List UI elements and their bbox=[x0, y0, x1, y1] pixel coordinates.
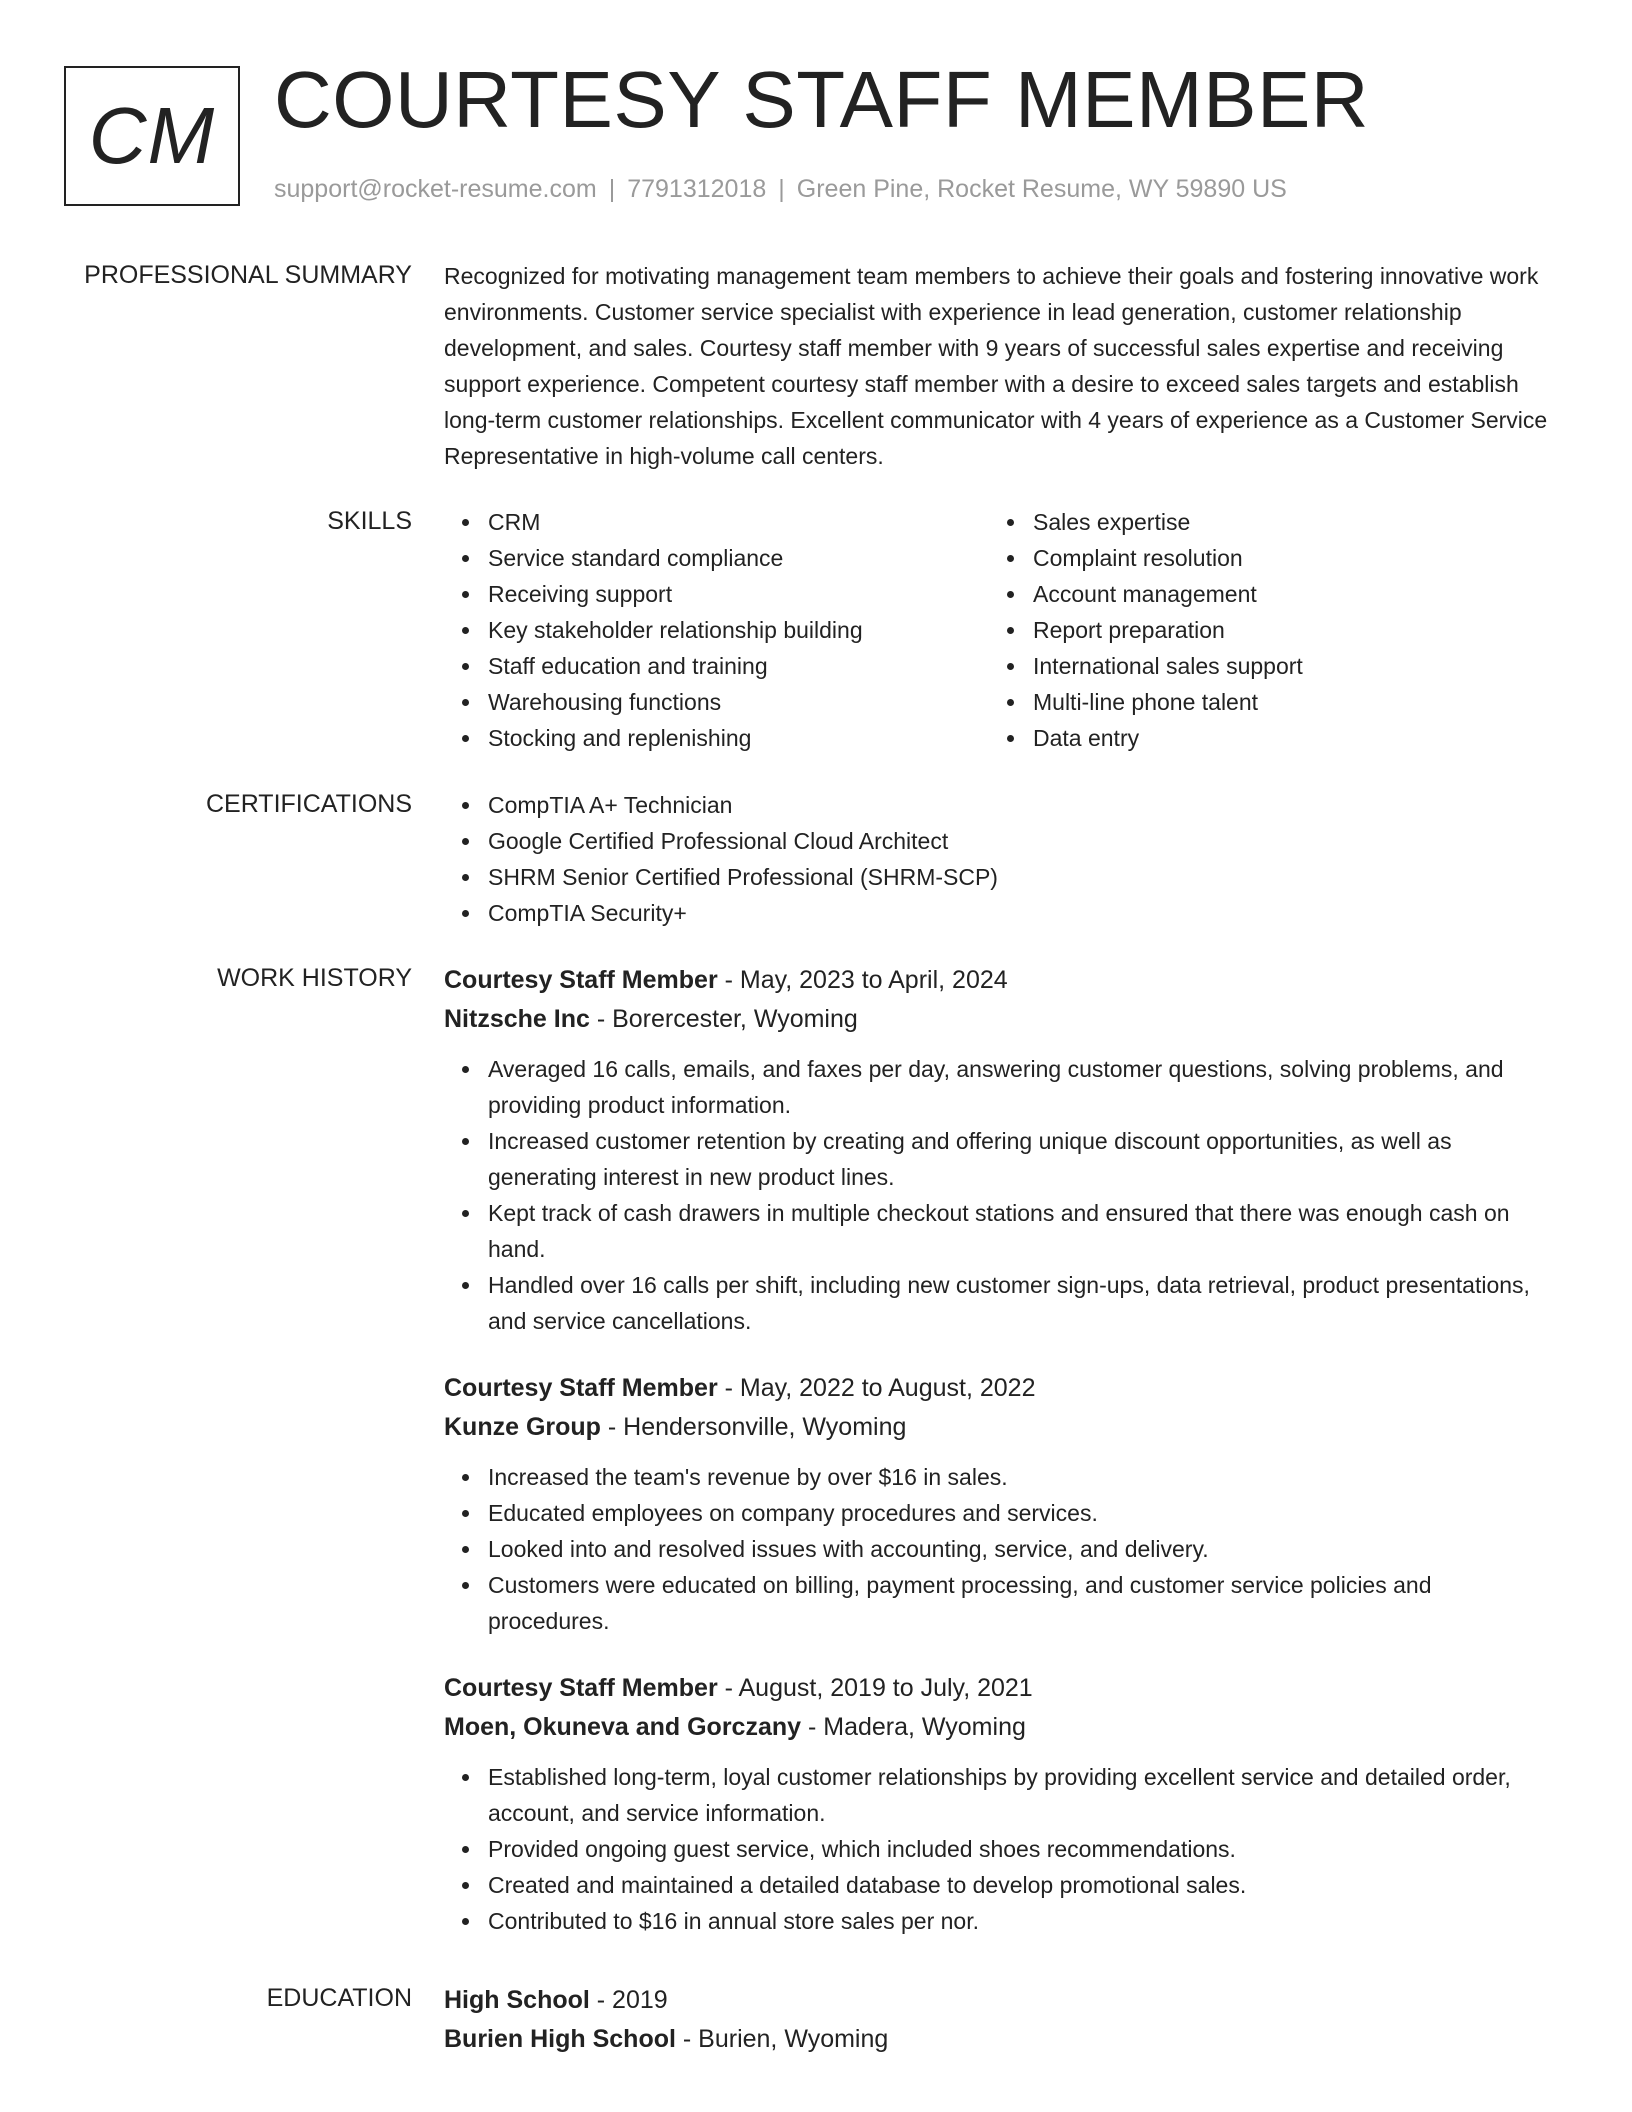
job-company: Nitzsche Inc bbox=[444, 1005, 590, 1033]
job-duty-item: Handled over 16 calls per shift, including new customer sign-ups, data retrieval, product presentations, and service cancellations. bbox=[488, 1267, 1554, 1339]
skill-item: Data entry bbox=[1033, 720, 1534, 756]
contact-line bbox=[274, 172, 1287, 206]
certification-item: Google Certified Professional Cloud Architect bbox=[488, 823, 1554, 859]
contact-separator: | bbox=[778, 175, 785, 203]
skills-column-right bbox=[989, 504, 1534, 756]
job-location: - Hendersonville, Wyoming bbox=[600, 1413, 907, 1441]
job-company-line bbox=[444, 1408, 1554, 1447]
skill-item: Key stakeholder relationship building bbox=[488, 612, 989, 648]
skill-item: Sales expertise bbox=[1033, 504, 1534, 540]
job-location: - Madera, Wyoming bbox=[801, 1713, 1026, 1741]
summary-text: Recognized for motivating management team members to achieve their goals and fostering innovative work environments. Customer service specialist with experience in lead generation, customer relationship development, and sales. Courtesy staff member with 9 years of successful sales expertise and receiving support experience. Competent courtesy staff member with a desire to exceed sales targets and establish long-term customer relationships. Excellent communicator with 4 years of experience as a Customer Service Representative in high-volume call centers. bbox=[444, 263, 1548, 469]
skill-item: Staff education and training bbox=[488, 648, 989, 684]
skill-item: Stocking and replenishing bbox=[488, 720, 989, 756]
skill-item: Receiving support bbox=[488, 576, 989, 612]
job-dates: - May, 2022 to August, 2022 bbox=[717, 1374, 1036, 1402]
education-school-line bbox=[444, 2020, 1554, 2059]
job-company-line bbox=[444, 1708, 1554, 1747]
job-title: Courtesy Staff Member bbox=[444, 966, 718, 994]
skill-item: Warehousing functions bbox=[488, 684, 989, 720]
skill-item: Service standard compliance bbox=[488, 540, 989, 576]
certification-item: CompTIA A+ Technician bbox=[488, 787, 1554, 823]
contact-email: support@rocket-resume.com bbox=[274, 175, 597, 203]
skill-item: Report preparation bbox=[1033, 612, 1534, 648]
job-duty-item: Provided ongoing guest service, which included shoes recommendations. bbox=[488, 1831, 1554, 1867]
skills-body bbox=[444, 504, 1554, 756]
education-degree-line bbox=[444, 1981, 1554, 2020]
job-title-line bbox=[444, 1369, 1554, 1408]
skills-list-right bbox=[989, 504, 1534, 756]
certification-item: CompTIA Security+ bbox=[488, 895, 1554, 931]
job-duties-list bbox=[444, 1759, 1554, 1939]
contact-address: Green Pine, Rocket Resume, WY 59890 US bbox=[796, 175, 1287, 203]
job-title-line bbox=[444, 961, 1554, 1000]
skills-heading: SKILLS bbox=[327, 507, 412, 535]
education-body bbox=[444, 1981, 1554, 2059]
job-duty-item: Established long-term, loyal customer relationships by providing excellent service and detailed order, account, and service information. bbox=[488, 1759, 1554, 1831]
job-duty-item: Customers were educated on billing, payment processing, and customer service policies and procedures. bbox=[488, 1567, 1554, 1639]
job-duty-item: Increased the team's revenue by over $16 in sales. bbox=[488, 1459, 1554, 1495]
job-title: Courtesy Staff Member bbox=[444, 1674, 718, 1702]
certification-item: SHRM Senior Certified Professional (SHRM-SCP) bbox=[488, 859, 1554, 895]
summary-heading: PROFESSIONAL SUMMARY bbox=[84, 261, 412, 289]
job-duties-list bbox=[444, 1051, 1554, 1339]
job-entry bbox=[444, 961, 1554, 1339]
job-title-line bbox=[444, 1669, 1554, 1708]
job-company-line bbox=[444, 1000, 1554, 1039]
job-duty-item: Created and maintained a detailed database to develop promotional sales. bbox=[488, 1867, 1554, 1903]
certifications-heading: CERTIFICATIONS bbox=[205, 790, 412, 818]
work-history-heading: WORK HISTORY bbox=[217, 964, 412, 992]
job-company: Kunze Group bbox=[444, 1413, 601, 1441]
job-duty-item: Averaged 16 calls, emails, and faxes per day, answering customer questions, solving problems, and providing product information. bbox=[488, 1051, 1554, 1123]
job-duties-list bbox=[444, 1459, 1554, 1639]
education-heading: EDUCATION bbox=[266, 1984, 412, 2012]
skill-item: CRM bbox=[488, 504, 989, 540]
education-location: - Burien, Wyoming bbox=[675, 2025, 889, 2053]
certifications-body bbox=[444, 787, 1554, 931]
skills-column-left bbox=[444, 504, 989, 756]
job-duty-item: Contributed to $16 in annual store sales per nor. bbox=[488, 1903, 1554, 1939]
summary-body bbox=[444, 258, 1554, 474]
job-duty-item: Looked into and resolved issues with accounting, service, and delivery. bbox=[488, 1531, 1554, 1567]
skill-item: Multi-line phone talent bbox=[1033, 684, 1534, 720]
job-duty-item: Kept track of cash drawers in multiple checkout stations and ensured that there was enough cash on hand. bbox=[488, 1195, 1554, 1267]
education-school: Burien High School bbox=[444, 2025, 676, 2053]
education-year: - 2019 bbox=[589, 1986, 668, 2014]
education-degree: High School bbox=[444, 1986, 590, 2014]
job-entry bbox=[444, 1369, 1554, 1639]
work-history-body bbox=[444, 961, 1554, 1969]
monogram-logo: CM bbox=[64, 66, 240, 206]
skill-item: International sales support bbox=[1033, 648, 1534, 684]
skill-item: Complaint resolution bbox=[1033, 540, 1534, 576]
job-company: Moen, Okuneva and Gorczany bbox=[444, 1713, 802, 1741]
job-dates: - May, 2023 to April, 2024 bbox=[717, 966, 1008, 994]
skills-list-left bbox=[444, 504, 989, 756]
contact-separator: | bbox=[608, 175, 616, 203]
job-duty-item: Educated employees on company procedures and services. bbox=[488, 1495, 1554, 1531]
skill-item: Account management bbox=[1033, 576, 1534, 612]
certifications-list bbox=[444, 787, 1554, 931]
contact-phone: 7791312018 bbox=[627, 175, 767, 203]
job-dates: - August, 2019 to July, 2021 bbox=[717, 1674, 1033, 1702]
job-title: Courtesy Staff Member bbox=[444, 1374, 718, 1402]
job-entry bbox=[444, 1669, 1554, 1939]
skills-grid bbox=[444, 504, 1554, 756]
job-duty-item: Increased customer retention by creating and offering unique discount opportunities, as well as generating interest in new product lines. bbox=[488, 1123, 1554, 1195]
resume-name: COURTESY STAFF MEMBER bbox=[274, 55, 1370, 144]
job-location: - Borercester, Wyoming bbox=[589, 1005, 858, 1033]
